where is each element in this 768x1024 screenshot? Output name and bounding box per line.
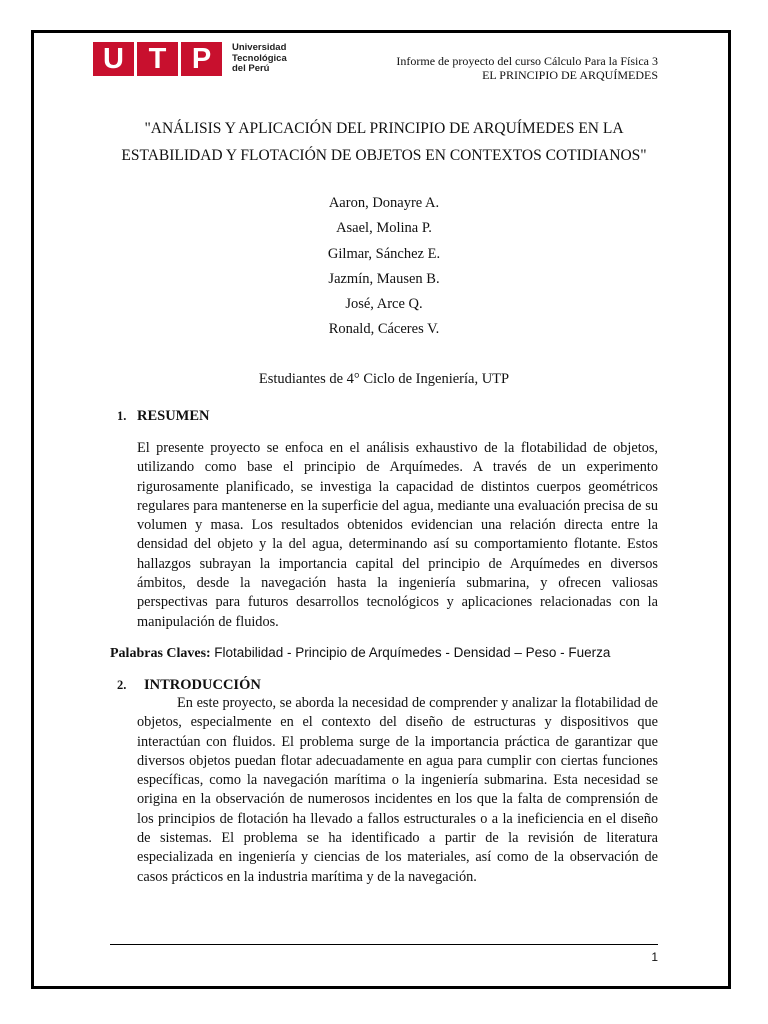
author: Aaron, Donayre A. [328, 195, 440, 211]
logo-letter-t: T [137, 42, 178, 76]
keywords-label: Palabras Claves: [110, 646, 211, 661]
author: Gilmar, Sánchez E. [327, 245, 441, 262]
keywords [110, 645, 610, 662]
logo-letter-u: U [93, 42, 134, 76]
header-course: Informe de proyecto del curso Cálculo Para la Física 3 [396, 54, 658, 68]
logo-wordmark: Universidad Tecnológica del Perú [232, 42, 287, 75]
running-header [396, 54, 658, 82]
section-title: RESUMEN [137, 408, 210, 424]
section-title: INTRODUCCIÓN [144, 677, 261, 693]
resumen-paragraph: El presente proyecto se enfoca en el análisis exhaustivo de la flotabilidad de objetos, utilizando como base el principio de Arquímedes. A través de un experimento rigurosamente planificado, se investiga la capacidad de distintos cuerpos geométricos regulares para mantenerse en la superficie del agua, mediante una evaluación precisa de su volumen y masa. Los resultados obtenidos evidencian una relación directa entre la densidad del objeto y la del agua, determinando así su comportamiento flotante. Estos hallazgos subrayan la importancia capital del principio de Arquímedes en diversos ámbitos, desde la navegación hasta la ingeniería submarina, y ofrecen valiosas perspectivas para futuros desarrollos tecnológicos y aplicaciones relacionadas con la manipulación de fluidos. [137, 440, 658, 630]
author: José, Arce Q. [345, 296, 423, 313]
author-list [0, 191, 768, 343]
page-number: 1 [651, 950, 658, 964]
document-title: "ANÁLISIS Y APLICACIÓN DEL PRINCIPIO DE ARQUÍMEDES EN LA ESTABILIDAD Y FLOTACIÓN DE OBJETOS EN CONTEXTOS COTIDIANOS" [121, 120, 647, 164]
section-number: 1. [117, 409, 127, 423]
author: Jazmín, Mausen B. [328, 270, 440, 287]
introduccion-paragraph: En este proyecto, se aborda la necesidad de comprender y analizar la flotabilidad de objetos, especialmente en el contexto del diseño de estructuras y dispositivos que interactúan con fluidos. El problema surge de la importancia práctica de garantizar que diversos objetos puedan flotar adecuadamente en agua para cumplir con ciertas funciones específicas, como la navegación marítima o la ingeniería submarina. Esta necesidad se origina en la observación de numerosos incidentes en los que la falta de comprensión de los principios de flotación ha llevado a fallos estructurales o a la ineficiencia en el diseño de sistemas. El problema se ha identificado a partir de la revisión de literatura especializada en ingeniería y ciencias de los materiales, así como de la observación de casos prácticos en la industria marítima y de la navegación. [137, 695, 658, 885]
logo-letter-p: P [181, 42, 222, 76]
section-heading-introduccion [117, 676, 261, 694]
author: Asael, Molina P. [336, 220, 432, 237]
footer-rule [110, 944, 658, 945]
section-heading-resumen [117, 407, 210, 425]
section-number: 2. [117, 678, 127, 692]
utp-logo [93, 42, 287, 76]
header-topic: EL PRINCIPIO DE ARQUÍMEDES [482, 68, 658, 82]
affiliation: Estudiantes de 4° Ciclo de Ingeniería, UTP [258, 371, 510, 387]
author: Ronald, Cáceres V. [328, 321, 440, 338]
keywords-text: Flotabilidad - Principio de Arquímedes - Densidad – Peso - Fuerza [214, 645, 611, 660]
